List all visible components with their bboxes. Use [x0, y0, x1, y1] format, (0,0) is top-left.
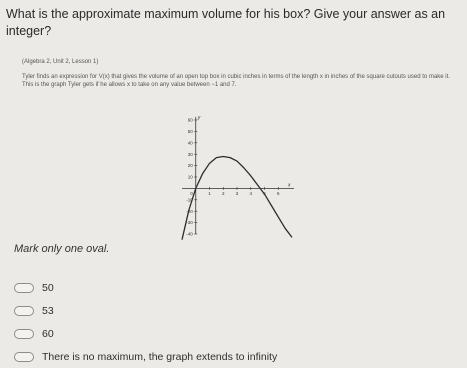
source-line: (Algebra 2, Unit 2, Lesson 1)	[22, 59, 99, 65]
problem-description: Tyler finds an expression for V(x) that gives the volume of an open top box in cubic inches in terms of the length x in inches of the square cutouts used to make it. This is the graph Tyler gets if he allows x to take on any value between −1 and 7.	[22, 74, 450, 88]
radio-oval[interactable]	[14, 283, 34, 293]
x-tick-label: 6	[276, 190, 280, 196]
option-60[interactable]	[14, 322, 454, 345]
y-tick-label: 40	[187, 140, 193, 146]
option-53[interactable]	[14, 299, 454, 322]
volume-curve	[182, 156, 292, 239]
x-tick-label: 3	[235, 190, 239, 196]
y-tick-label: -30	[186, 220, 193, 226]
question-title: What is the approximate maximum volume for his box? Give your answer as an integer?	[6, 7, 446, 38]
x-axis-label: x	[288, 182, 291, 189]
y-axis-label: y	[197, 115, 201, 121]
option-label: There is no maximum, the graph extends to infinity	[42, 350, 278, 363]
instruction-text: Mark only one oval.	[14, 243, 110, 255]
y-tick-label: -40	[186, 231, 193, 237]
y-tick-label: 20	[187, 163, 193, 169]
x-tick-label: 2	[221, 190, 225, 196]
option-50[interactable]	[14, 276, 454, 299]
option-no-maximum[interactable]	[14, 345, 454, 368]
radio-oval[interactable]	[14, 352, 34, 362]
y-tick-label: 50	[187, 129, 193, 134]
radio-oval[interactable]	[14, 329, 34, 339]
y-tick-label: -20	[186, 208, 193, 214]
option-label: 60	[42, 327, 54, 340]
x-tick-label: 5	[263, 190, 266, 196]
volume-graph	[168, 112, 298, 244]
radio-oval[interactable]	[14, 306, 34, 316]
answer-options	[14, 276, 454, 368]
y-tick-label: 10	[187, 174, 193, 180]
x-tick-label: 4	[249, 190, 253, 196]
y-tick-label: -10	[186, 197, 193, 203]
y-tick-label: 60	[187, 117, 193, 123]
option-label: 53	[42, 304, 54, 317]
x-tick-label: 1	[208, 190, 211, 196]
option-label: 50	[42, 281, 54, 294]
origin-label: 0	[190, 190, 193, 196]
y-tick-label: 30	[187, 151, 193, 157]
